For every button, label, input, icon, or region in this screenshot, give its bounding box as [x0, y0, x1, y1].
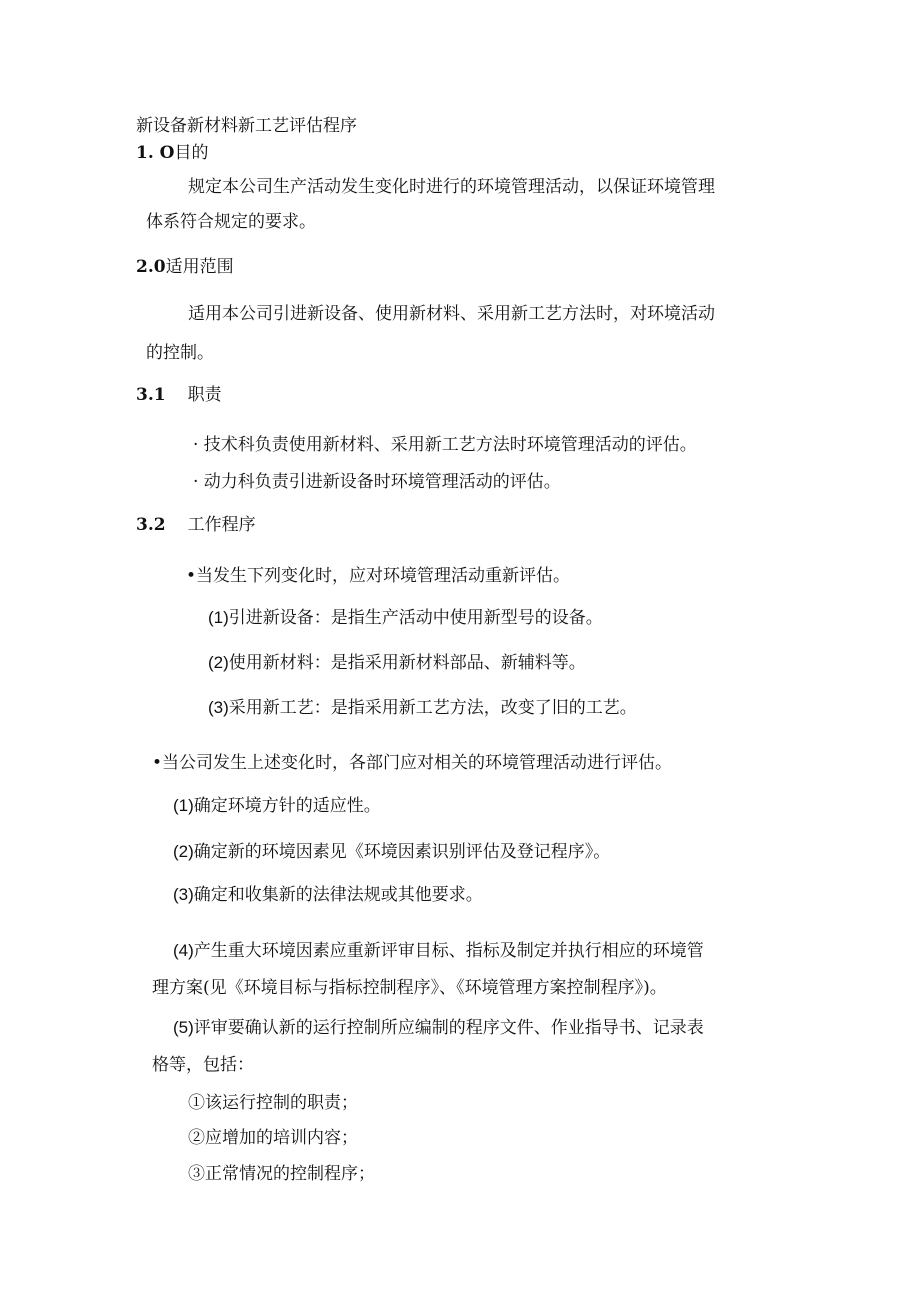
- eval-item-1-text: 确定环境方针的适应性。: [193, 796, 381, 816]
- change-item-1-number: (1): [208, 608, 229, 627]
- eval-item-3-text: 确定和收集新的法律法规或其他要求。: [193, 885, 483, 905]
- eval-item-4-number: (4): [173, 941, 194, 960]
- sub-item-2: ②应增加的培训内容；: [188, 1128, 358, 1148]
- change-item-3-number: (3): [208, 698, 229, 717]
- section-2-paragraph-line-1: 适用本公司引进新设备、使用新材料、采用新工艺方法时，对环境活动: [188, 304, 715, 324]
- change-item-3: [208, 697, 637, 719]
- section-3-1-heading: [136, 384, 222, 406]
- eval-item-4-line-2: 理方案(见《环境目标与指标控制程序》、《环境管理方案控制程序》)。: [152, 978, 667, 998]
- eval-item-5-line-1: [173, 1017, 704, 1039]
- eval-item-2-number: (2): [173, 842, 194, 861]
- sub-item-1: ①该运行控制的职责；: [188, 1093, 358, 1113]
- section-2-heading: [136, 256, 234, 278]
- section-1-heading: [136, 142, 208, 164]
- eval-item-2: [173, 841, 610, 863]
- change-item-2: [208, 652, 586, 674]
- eval-item-5-text-1: 评审要确认新的运行控制所应编制的程序文件、作业指导书、记录表: [193, 1018, 704, 1038]
- section-1-paragraph-line-2: 体系符合规定的要求。: [146, 212, 316, 232]
- change-item-3-text: 采用新工艺：是指采用新工艺方法，改变了旧的工艺。: [228, 698, 637, 718]
- eval-item-2-text: 确定新的环境因素见《环境因素识别评估及登记程序》。: [193, 842, 611, 862]
- change-item-2-number: (2): [208, 653, 229, 672]
- sub-item-3: ③正常情况的控制程序；: [188, 1164, 375, 1184]
- section-1-paragraph-line-1: 规定本公司生产活动发生变化时进行的环境管理活动，以保证环境管理: [188, 177, 715, 197]
- section-3-1-bullet-1: · 技术科负责使用新材料、采用新工艺方法时环境管理活动的评估。: [193, 435, 697, 455]
- section-3-2-heading: [136, 514, 256, 536]
- eval-item-1-number: (1): [173, 796, 194, 815]
- eval-item-4-line-1: [173, 940, 704, 962]
- section-3-2-intro-1: •当发生下列变化时，应对环境管理活动重新评估。: [186, 566, 571, 586]
- section-2-title: 适用范围: [165, 257, 234, 277]
- section-3-1-title: 职责: [187, 385, 222, 405]
- section-2-number: 2.0: [136, 257, 166, 277]
- eval-item-5-line-2: 格等，包括：: [152, 1055, 254, 1075]
- eval-item-1: [173, 795, 381, 817]
- change-item-1: [208, 607, 603, 629]
- eval-item-3: [173, 884, 483, 906]
- section-1-number: 1. O: [136, 143, 175, 163]
- section-1-title: 目的: [174, 143, 209, 163]
- section-3-1-number: 3.1: [136, 385, 166, 405]
- section-3-2-title: 工作程序: [187, 515, 256, 535]
- section-3-2-number: 3.2: [136, 515, 166, 535]
- document-title: 新设备新材料新工艺评估程序: [136, 116, 357, 136]
- eval-item-5-number: (5): [173, 1018, 194, 1037]
- section-2-paragraph-line-2: 的控制。: [146, 343, 214, 363]
- change-item-2-text: 使用新材料：是指采用新材料部品、新辅料等。: [228, 653, 586, 673]
- section-3-2-intro-2: •当公司发生上述变化时，各部门应对相关的环境管理活动进行评估。: [152, 753, 673, 773]
- section-3-1-bullet-2: · 动力科负责引进新设备时环境管理活动的评估。: [193, 472, 561, 492]
- eval-item-4-text-1: 产生重大环境因素应重新评审目标、指标及制定并执行相应的环境管: [193, 941, 704, 961]
- eval-item-3-number: (3): [173, 885, 194, 904]
- change-item-1-text: 引进新设备：是指生产活动中使用新型号的设备。: [228, 608, 603, 628]
